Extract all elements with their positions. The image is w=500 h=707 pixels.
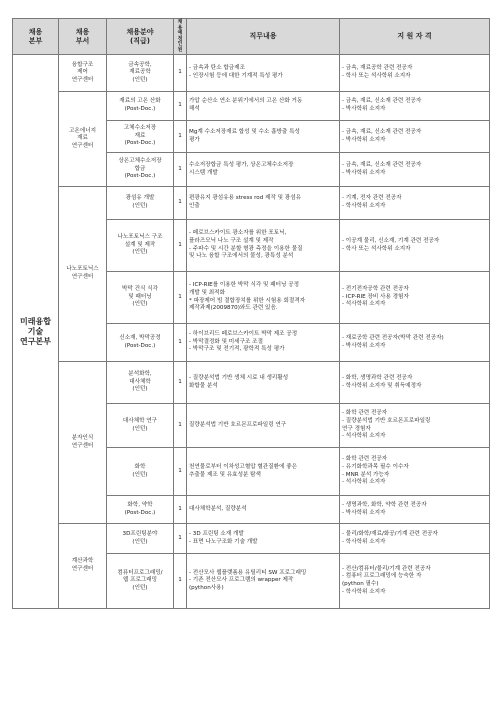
qualification-cell: - 금속, 재료, 신소재 관련 전공자 - 박사학위 소지자 [340, 121, 490, 153]
headcount-cell: 1 [174, 554, 187, 609]
duty-cell: - 하이브리드 페로브스카이트 박막 제조 공정 - 박막결정화 및 미세구조 조절 - 박막구조 및 전기적, 광학적 특성 평가 [187, 324, 340, 362]
duty-cell: - 질량분석법 기반 생체 시료 내 생리활성 화합물 분석 [187, 362, 340, 404]
headcount-cell: 1 [174, 524, 187, 554]
field-cell: 컴퓨터프로그래밍/ 웹 프로그래밍 (인턴) [107, 554, 174, 609]
table-row [13, 55, 490, 92]
headcount-cell: 1 [174, 448, 187, 496]
qualification-cell: - 전기전자공학 관련 전공자 - ICP-RIE 장비 사용 경험자 - 석사학위 소지자 [340, 272, 490, 324]
department-cell: 나노포토닉스 연구센터 [59, 187, 107, 362]
qualification-cell: - 화학 관련 전공자 - 유기화학과목 필수 이수자 - MNR 분석 가능자 - 석사학위 소지자 [340, 448, 490, 496]
headcount-cell: 1 [174, 496, 187, 524]
duty-cell: - 금속과 탄소 합금제조 - 인장시험 등에 대한 기계적 특성 평가 [187, 55, 340, 92]
duty-cell: 질량분석법 기반 호르몬프로파일링 연구 [187, 404, 340, 448]
qualification-cell: - 금속, 재료, 신소재 관련 전공자 - 박사학위 소지자 [340, 153, 490, 187]
headcount-cell: 1 [174, 404, 187, 448]
duty-cell: 가압 순산소 연소 분위기에서의 고온 산화 거동 해석 [187, 92, 340, 121]
qualification-cell: - 금속, 재료, 신소재 관련 전공자 - 박사학위 소지자 [340, 92, 490, 121]
qualification-cell: - 금속, 재료공학 관련 전공자 - 학사 또는 석사학위 소지자 [340, 55, 490, 92]
field-cell: 신소재, 박막공정 (Post-Doc.) [107, 324, 174, 362]
field-cell: 분석화학, 대사체학 (인턴) [107, 362, 174, 404]
duty-cell: 수소저장합금 특성 평가, 상온고체수소저장 시스템 개발 [187, 153, 340, 187]
header-department: 채용 부서 [59, 19, 107, 55]
header-field: 채용분야 (직급) [107, 19, 174, 55]
qualification-cell: - 물리/화학/재료/화공/기계 관련 전공자 - 학사학위 소지자 [340, 524, 490, 554]
headcount-cell: 1 [174, 153, 187, 187]
header-row [13, 19, 490, 55]
field-cell: 3D프린팅분야 (인턴) [107, 524, 174, 554]
duty-cell: - ICP-RIE를 이용한 박막 식각 및 패터닝 공정 개발 및 최적화 * 파장제어 빔 결합장치를 위한 시험용 회절격자 제작과제(2009870)와도 관련 있음. [187, 272, 340, 324]
qualification-cell: - 생명과학, 화학, 약학 관련 전공자 - 박사학위 소지자 [340, 496, 490, 524]
duty-cell: Mg계 수소저장재료 합성 및 수소 흡방출 특성 평가 [187, 121, 340, 153]
table-row [13, 362, 490, 404]
duty-cell: - 3D 프린팅 소재 개발 - 표면 나노구조화 기술 개발 [187, 524, 340, 554]
header-division: 채용 본부 [13, 19, 59, 55]
department-cell: 분자인식 연구센터 [59, 362, 107, 524]
qualification-cell: - 화학 관련 전공자 - 질량분석법 기반 호르몬프로파일링 연구 경험자 - 석사학위 소지자 [340, 404, 490, 448]
header-duty: 직무내용 [187, 19, 340, 55]
field-cell: 금속공학, 재료공학 (인턴) [107, 55, 174, 92]
headcount-cell: 1 [174, 220, 187, 272]
header-qualification: 지 원 자 격 [340, 19, 490, 55]
qualification-cell: - 이공계 물리, 신소재, 기계 관련 전공자 - 학사 또는 석사학위 소지자 [340, 220, 490, 272]
department-cell: 계산과학 연구센터 [59, 524, 107, 609]
header-headcount: 채용 예정 인원 [174, 19, 187, 55]
headcount-cell: 1 [174, 362, 187, 404]
department-cell: 융합구조 제어 연구센터 [59, 55, 107, 92]
field-cell: 화학 (인턴) [107, 448, 174, 496]
headcount-cell: 1 [174, 272, 187, 324]
table-row [13, 92, 490, 121]
duty-cell: 편광유지 광섬유용 stress rod 제작 및 광섬유 인출 [187, 187, 340, 220]
field-cell: 화학, 약학 (Post-Doc.) [107, 496, 174, 524]
duty-cell: 대사체학분석, 질량분석 [187, 496, 340, 524]
qualification-cell: - 화학, 생명과학 관련 전공자 - 학사학위 소지자 및 취득예정자 [340, 362, 490, 404]
field-cell: 재료의 고온 산화 (Post-Doc.) [107, 92, 174, 121]
headcount-cell: 1 [174, 121, 187, 153]
headcount-cell: 1 [174, 187, 187, 220]
field-cell: 나노포토닉스 구조 설계 및 제작 (인턴) [107, 220, 174, 272]
qualification-cell: - 전산/컴퓨터/물리/기계 관련 전공자 - 컴퓨터 프로그래밍에 능숙한 자 (python 필수) - 학사학위 소지자 [340, 554, 490, 609]
qualification-cell: - 기계, 전자 관련 전공자 - 학사학위 소지자 [340, 187, 490, 220]
field-cell: 광섬유 개발 (인턴) [107, 187, 174, 220]
duty-cell: - 전산모사 웹플랫폼용 유틸리티 SW 프로그래밍 - 기존 전산모사 프로그램의 wrapper 제작 (python사용) [187, 554, 340, 609]
table-row [13, 187, 490, 220]
qualification-cell: - 재료공학 관련 전공자(박막 관련 전공자) - 박사학위 소지자 [340, 324, 490, 362]
duty-cell: 천연물로부터 이차성고혈압 혈관질환에 좋은 추출물 제조 및 유효성분 탐색 [187, 448, 340, 496]
division-cell: 미래융합 기술 연구본부 [13, 55, 59, 609]
duty-cell: - 페로브스카이트 광소자를 위한 포토닉, 플라즈모닉 나노 구조 설계 및 제작 - 주파수 및 시간 분할 형광 측정을 이용한 물질 및 나노 융합 구조에서의 물성, 광특성 분석 [187, 220, 340, 272]
headcount-cell: 1 [174, 92, 187, 121]
table-row [13, 524, 490, 554]
field-cell: 대사체학 연구 (인턴) [107, 404, 174, 448]
headcount-cell: 1 [174, 324, 187, 362]
field-cell: 박막 건식 식각 및 패터닝 (인턴) [107, 272, 174, 324]
department-cell: 고온에너지 재료 연구센터 [59, 92, 107, 187]
headcount-cell: 1 [174, 55, 187, 92]
field-cell: 상온고체수소저장 합금 (Post-Doc.) [107, 153, 174, 187]
recruitment-table [12, 18, 490, 609]
field-cell: 고체수소저장 재료 (Post-Doc.) [107, 121, 174, 153]
